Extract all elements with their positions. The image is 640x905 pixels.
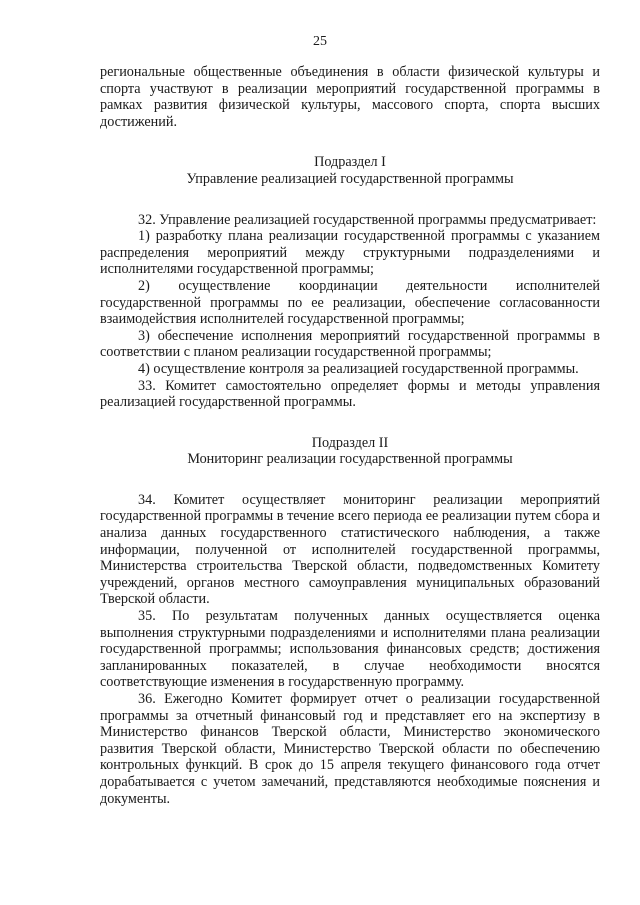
paragraph-33: 33. Комитет самостоятельно определяет формы и методы управления реализацией государственной программы. [100,377,600,411]
subsection-2-heading [100,435,600,468]
subsection-1-title: Подраздел I [314,154,386,171]
list-item-3: 3) обеспечение исполнения мероприятий государственной программы в соответствии с планом реализации государственной программы; [100,327,600,361]
subsection-1-heading [100,154,600,187]
paragraph-36: 36. Ежегодно Комитет формирует отчет о реализации государственной программы за отчетный финансовый год и представляет его на экспертизу в Министерство финансов Тверской области, Министерство экономического развития Тверской области, Министерство Тверской области по обеспечению контрольных функций. В срок до 15 апреля текущего финансового года отчет дорабатывается с учетом замечаний, представляются необходимые пояснения и документы. [100,691,600,807]
list-item-1: 1) разработку плана реализации государственной программы с указанием распределения мероприятий между структурными подразделениями и исполнителями государственной программы; [100,228,600,278]
paragraph-34: 34. Комитет осуществляет мониторинг реализации мероприятий государственной программы в течение всего периода ее реализации путем сбора и анализа данных государственного статистического наблюдения, а также информации, полученной от исполнителей государственной программы, Министерства строительства Тверской области, подведомственных Комитету учреждений, органов местного самоуправления муниципальных образований Тверской области. [100,491,600,608]
list-item-4: 4) осуществление контроля за реализацией государственной программы. [138,360,579,377]
paragraph-35: 35. По результатам полученных данных осуществляется оценка выполнения структурными подразделениями и исполнителями плана реализации государственной программы; использования финансовых средств; достижения запланированных показателей, в случае необходимости вносятся соответствующие изменения в государственную программу. [100,608,600,691]
intro-paragraph: региональные общественные объединения в области физической культуры и спорта участвуют в реализации мероприятий государственной программы в рамках развития физической культуры, массового спорта, спорта высших достижений. [100,64,600,130]
paragraph-32: 32. Управление реализацией государственной программы предусматривает: [138,211,597,228]
subsection-1-subtitle: Управление реализацией государственной программы [186,170,514,187]
list-item-2: 2) осуществление координации деятельности исполнителей государственной программы по ее реализации, обеспечение согласованности взаимодействия исполнителей государственной программы; [100,277,600,328]
page-body [100,64,600,807]
subsection-2-subtitle: Мониторинг реализации государственной программы [187,451,513,468]
page-number: 25 [313,34,327,49]
subsection-2-title: Подраздел II [311,434,389,451]
